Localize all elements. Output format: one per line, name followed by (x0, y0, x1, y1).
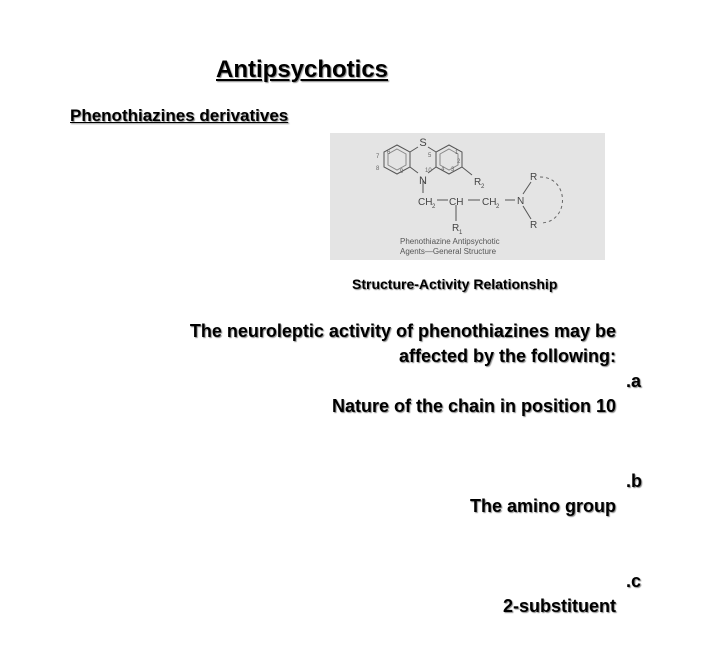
figure-caption-line2: Agents—General Structure (400, 247, 497, 256)
ring-number-10: 10 (425, 168, 432, 174)
structure-diagram (330, 133, 605, 260)
ring-number-2: 2 (457, 159, 461, 165)
section-subtitle: Phenothiazines derivatives (70, 106, 289, 125)
atom-ch2-right: CH (482, 197, 497, 208)
ring-number-3: 3 (451, 167, 455, 173)
list-item-text: 2-substituent (502, 596, 616, 616)
atom-n-amine: N (517, 196, 525, 207)
body-line-1: The neuroleptic activity of phenothiazines may be (189, 321, 616, 341)
ring-number-5: 5 (428, 153, 432, 159)
phenothiazine-structure-figure (330, 133, 605, 260)
body-line-2: affected by the following: (398, 346, 616, 366)
atom-ch2-left-sub: 2 (432, 204, 436, 210)
atom-r1: R (452, 223, 460, 234)
atom-r2-sub: 2 (481, 184, 485, 190)
sar-heading: Structure-Activity Relationship (352, 276, 558, 292)
list-item-text: The amino group (470, 496, 616, 516)
atom-ch: CH (449, 197, 464, 208)
ring-number-6: 6 (387, 150, 391, 156)
page-title: Antipsychotics (216, 56, 389, 83)
amine-ring-dashed (540, 177, 563, 223)
atom-s: S (419, 137, 427, 149)
ring-number-4: 4 (441, 167, 445, 173)
list-item-text: Nature of the chain in position 10 (331, 396, 616, 416)
figure-caption-line1: Phenothiazine Antipsychotic (400, 237, 500, 246)
left-benzene-inner (388, 149, 406, 170)
atom-ch2-left: CH (418, 197, 433, 208)
list-item-marker: .a (626, 371, 642, 391)
atom-r1-sub: 1 (459, 230, 463, 236)
atom-r2: R (474, 177, 482, 188)
ring-number-8: 8 (376, 166, 380, 172)
ring-number-7: 7 (376, 154, 380, 160)
list-item-marker: .b (626, 471, 642, 491)
list-item (190, 369, 642, 469)
list-item (190, 469, 642, 569)
atom-r-top: R (530, 172, 538, 183)
ring-number-1: 1 (455, 150, 459, 156)
sar-body (189, 319, 642, 669)
atom-r-bottom: R (530, 220, 538, 231)
list-item-marker: .c (626, 571, 642, 591)
atom-n10: N (419, 175, 427, 187)
ring-number-9: 9 (400, 169, 404, 175)
atom-ch2-right-sub: 2 (496, 204, 500, 210)
list-item (190, 569, 642, 669)
